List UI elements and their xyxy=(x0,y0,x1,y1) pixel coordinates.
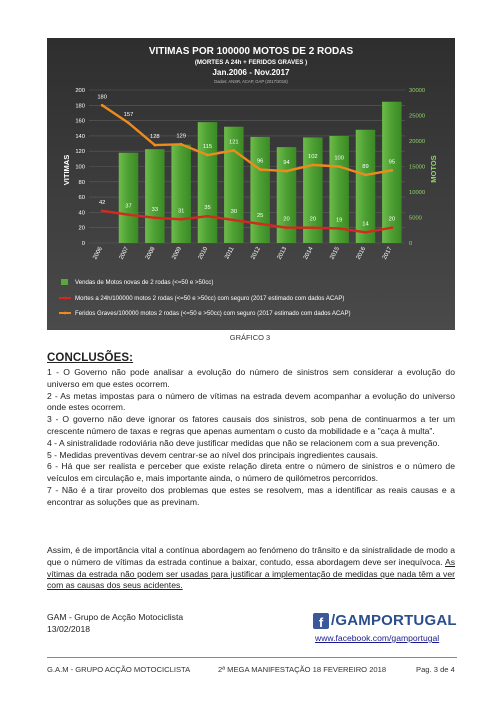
y-tick-label-left: 140 xyxy=(75,133,85,140)
y-tick-label-left: 20 xyxy=(78,225,85,232)
conclusion-item: 7 - Não é a tirar proveito dos problemas que estes se resolvem, mas a identificar as reais causas e a encontrar as soluções que as previnam. xyxy=(47,484,455,507)
conclusion-item: 5 - Medidas preventivas devem centrar-se ao nível dos principais ingredientes causais. xyxy=(47,449,379,460)
y-tick-label-left: 60 xyxy=(78,195,85,202)
organization-name: GAM - Grupo de Acção Motociclista xyxy=(47,612,184,622)
deaths-data-label: 33 xyxy=(151,206,159,213)
y-tick-label-left: 200 xyxy=(75,88,85,94)
injuries-point xyxy=(153,144,156,147)
injuries-data-label: 157 xyxy=(123,111,134,118)
y-tick-label-left: 180 xyxy=(75,103,85,110)
legend-label: Vendas de Motos novas de 2 rodas (<=50 e >50cc) xyxy=(75,279,214,286)
injuries-point xyxy=(285,170,288,173)
deaths-point xyxy=(180,218,183,221)
injuries-point xyxy=(180,143,183,146)
y-tick-label-left: 40 xyxy=(78,210,85,217)
x-tick-label: 2007 xyxy=(118,246,131,261)
facebook-page-name: /GAMPORTUGAL xyxy=(331,612,457,629)
chart-title: VITIMAS POR 100000 MOTOS DE 2 RODAS xyxy=(148,46,354,57)
deaths-point xyxy=(127,213,130,216)
deaths-point xyxy=(338,227,341,230)
conclusion-item: 2 - As metas impostas para o número de vítimas na estrada devem acompanhar a evolução do universo onde estes ocorrem. xyxy=(47,390,455,413)
signature-block xyxy=(47,612,183,636)
y-tick-label-left: 80 xyxy=(78,179,85,186)
injuries-data-label: 100 xyxy=(334,155,345,162)
injuries-data-label: 95 xyxy=(388,159,396,166)
injuries-point xyxy=(206,154,209,157)
victims-chart xyxy=(47,38,455,330)
deaths-data-label: 37 xyxy=(125,203,132,210)
injuries-point xyxy=(338,165,341,168)
conclusion-item: 1 - O Governo não pode analisar a evolução do número de sinistros sem considerar a evolução do universo em que estes ocorrem. xyxy=(47,367,455,389)
y-tick-label-right: 5000 xyxy=(409,215,422,222)
sales-bar xyxy=(250,137,269,243)
signature-date: 13/02/2018 xyxy=(47,623,91,634)
footer-left: G.A.M - GRUPO ACÇÃO MOTOCICLISTA xyxy=(47,665,191,674)
x-tick-label: 2011 xyxy=(224,246,236,261)
y-tick-label-right: 20000 xyxy=(409,139,426,145)
closing-paragraph xyxy=(47,545,455,592)
legend-label: Mortes a 24h/100000 motos 2 rodas (<=50 e >50cc) com seguro (2017 estimado com dados ACAP) xyxy=(75,295,345,302)
deaths-point xyxy=(101,209,104,212)
legend-label: Feridos Graves/100000 motos 2 rodas (<=50 e >50cc) com seguro (2017 estimado com dados ACAP) xyxy=(75,310,351,317)
injuries-data-label: 89 xyxy=(362,163,369,170)
deaths-data-label: 25 xyxy=(256,212,264,219)
sales-bar xyxy=(198,122,217,243)
x-tick-label: 2015 xyxy=(329,246,341,261)
deaths-point xyxy=(259,222,262,225)
injuries-point xyxy=(259,168,262,171)
facebook-icon: f xyxy=(313,613,329,629)
deaths-point xyxy=(153,216,156,219)
footer-center: 2ª MEGA MANIFESTAÇÃO 18 FEVEREIRO 2018 xyxy=(218,665,387,674)
injuries-data-label: 128 xyxy=(149,134,160,141)
y-tick-label-left: 0 xyxy=(81,241,85,247)
x-tick-label: 2014 xyxy=(303,246,315,261)
legend-marker-injuries xyxy=(64,312,67,315)
legend-marker-deaths xyxy=(64,297,67,300)
x-tick-label: 2009 xyxy=(171,246,183,261)
injuries-point xyxy=(101,104,104,107)
deaths-point xyxy=(285,226,288,229)
x-tick-label: 2017 xyxy=(382,246,394,261)
footer-page-number: Pag. 3 de 4 xyxy=(416,665,455,674)
chart-source: Dados: ANSR, ACAP, GAP (2017/2018) xyxy=(214,79,288,84)
sales-bar xyxy=(171,145,190,243)
injuries-data-label: 129 xyxy=(176,133,187,140)
chart-figure xyxy=(47,38,455,330)
injuries-data-label: 180 xyxy=(97,94,108,101)
deaths-point xyxy=(390,226,393,229)
closing-text: Assim, é de importância vital a contínua abordagem ao fenómeno do trânsito e da sinistralidade de modo a que o número de vítimas da estrada continue a baixar, contudo, essa abordagem deve ser inequívoca. xyxy=(47,545,455,567)
sales-bar xyxy=(145,149,164,243)
y-axis-label-left: VITIMAS xyxy=(62,154,71,186)
deaths-data-label: 14 xyxy=(362,221,369,228)
conclusion-item: 6 - Há que ser realista e perceber que existe relação direta entre o número de sinistros e o número de veículos em circulação e, mais importante ainda, o número de quilómetros percorridos. xyxy=(47,461,455,484)
facebook-brand[interactable] xyxy=(313,612,457,629)
injuries-point xyxy=(311,164,314,167)
y-tick-label-right: 0 xyxy=(409,241,413,247)
injuries-point xyxy=(127,121,130,124)
deaths-data-label: 30 xyxy=(230,209,238,216)
deaths-point xyxy=(364,231,367,234)
injuries-data-label: 115 xyxy=(202,144,213,151)
conclusion-item: 4 - A sinistralidade rodoviária não deve justificar medidas que não se relacionem com a sua prevenção. xyxy=(47,437,440,448)
deaths-point xyxy=(206,215,209,218)
deaths-data-label: 35 xyxy=(204,205,211,212)
y-tick-label-left: 120 xyxy=(75,149,85,156)
y-tick-label-right: 25000 xyxy=(409,113,426,120)
injuries-data-label: 94 xyxy=(283,160,290,167)
legend-swatch-sales xyxy=(61,279,68,285)
x-tick-label: 2006 xyxy=(92,246,104,261)
y-tick-label-right: 10000 xyxy=(409,190,426,196)
injuries-data-label: 121 xyxy=(228,139,239,146)
facebook-url-link[interactable]: www.facebook.com/gamportugal xyxy=(315,633,440,643)
x-tick-label: 2013 xyxy=(276,246,289,261)
sales-bar xyxy=(119,153,138,243)
y-tick-label-right: 30000 xyxy=(409,88,426,94)
deaths-data-label: 20 xyxy=(309,216,317,223)
chart-period: Jan.2006 - Nov.2017 xyxy=(212,68,290,77)
x-tick-label: 2010 xyxy=(197,246,210,261)
injuries-point xyxy=(232,149,235,152)
deaths-data-label: 19 xyxy=(335,217,343,224)
chart-caption: GRÁFICO 3 xyxy=(229,333,271,342)
deaths-data-label: 20 xyxy=(283,216,290,223)
conclusions-heading: CONCLUSÕES: xyxy=(47,352,134,364)
y-tick-label-right: 15000 xyxy=(409,164,426,171)
sales-bar xyxy=(329,136,348,243)
deaths-data-label: 42 xyxy=(98,199,106,206)
injuries-point xyxy=(390,169,393,172)
x-tick-label: 2008 xyxy=(145,246,157,261)
closing-underlined-text: As vítimas da estrada não podem ser usadas para justificar a implementação de medidas que nada têm a ver com as causas dos seus acidentes. xyxy=(47,556,455,591)
deaths-point xyxy=(232,219,235,222)
deaths-data-label: 20 xyxy=(388,216,396,223)
deaths-point xyxy=(311,226,314,229)
injuries-data-label: 96 xyxy=(256,158,264,165)
deaths-data-label: 31 xyxy=(177,208,185,215)
injuries-data-label: 102 xyxy=(307,153,318,160)
chart-subtitle: (MORTES A 24h + FERIDOS GRAVES ) xyxy=(194,59,308,66)
conclusions-list xyxy=(47,367,455,509)
x-tick-label: 2012 xyxy=(250,246,262,261)
y-tick-label-left: 100 xyxy=(75,164,85,171)
injuries-point xyxy=(364,174,367,177)
footer-divider xyxy=(47,657,457,658)
y-axis-label-right: MOTOS xyxy=(429,155,438,183)
conclusion-item: 3 - O governo não deve ignorar os fatores causais dos sinistros, sob pena de continuarmos a ter um crescente número de taxas e regras que apenas aumentam o custo da mobilidade e a "caça à multa". xyxy=(47,414,455,436)
x-tick-label: 2016 xyxy=(355,246,368,261)
y-tick-label-left: 160 xyxy=(75,118,85,125)
